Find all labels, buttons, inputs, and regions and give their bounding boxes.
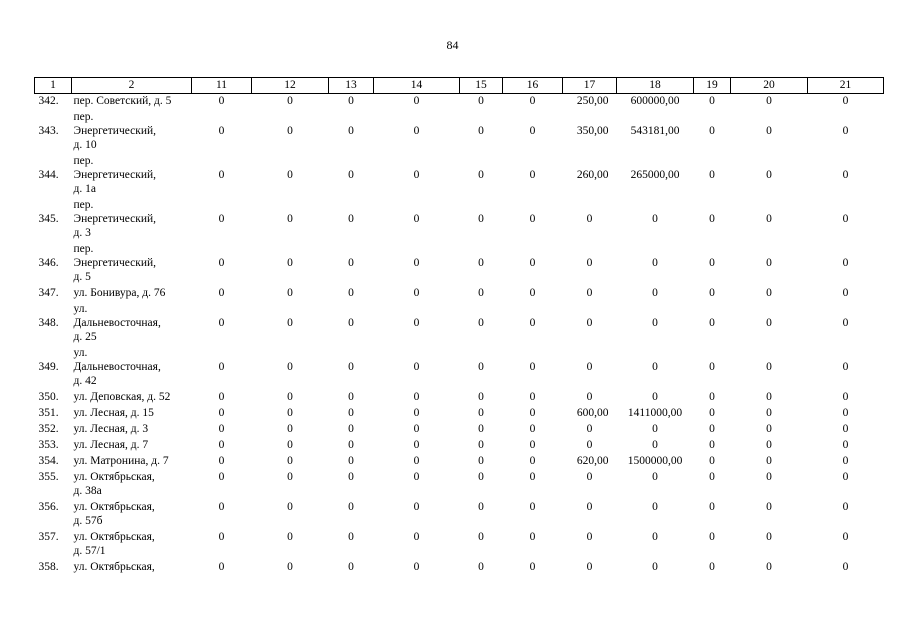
column-header: 2 bbox=[72, 78, 192, 94]
address-cell: ул. Деповская, д. 52 bbox=[73, 390, 171, 403]
value-cell: 0 bbox=[766, 256, 772, 269]
value-cell: 0 bbox=[652, 470, 658, 483]
value-cell: 0 bbox=[766, 454, 772, 467]
value-cell: 0 bbox=[413, 422, 420, 435]
value-cell: 0 bbox=[529, 454, 536, 467]
value-cell: 0 bbox=[287, 454, 293, 467]
value-cell: 0 bbox=[842, 500, 849, 513]
value-cell: 0 bbox=[709, 124, 715, 137]
value-cell: 0 bbox=[529, 438, 536, 451]
value-cell: 0 bbox=[766, 470, 772, 483]
value-cell: 0 bbox=[413, 256, 420, 269]
value-cell: 0 bbox=[586, 256, 593, 269]
value-cell: 0 bbox=[529, 530, 536, 543]
value-cell: 0 bbox=[348, 256, 354, 269]
value-cell: 0 bbox=[478, 530, 484, 543]
value-cell: 0 bbox=[478, 360, 484, 373]
value-cell: 0 bbox=[652, 360, 658, 373]
row-number: 345. bbox=[38, 212, 59, 225]
row-number: 352. bbox=[38, 422, 59, 435]
table-row-prefix bbox=[35, 110, 884, 124]
address-cell: ул. Октябрьская, д. 38а bbox=[73, 470, 155, 497]
value-cell: 0 bbox=[478, 438, 484, 451]
value-cell: 0 bbox=[652, 500, 658, 513]
value-cell: 0 bbox=[709, 470, 715, 483]
value-cell: 0 bbox=[287, 438, 293, 451]
value-cell: 1411000,00 bbox=[627, 406, 683, 419]
value-cell: 0 bbox=[529, 256, 536, 269]
value-cell: 0 bbox=[529, 168, 536, 181]
value-cell: 0 bbox=[529, 212, 536, 225]
address-cell: Дальневосточная, д. 42 bbox=[73, 360, 161, 387]
value-cell: 0 bbox=[766, 438, 772, 451]
value-cell: 0 bbox=[586, 360, 593, 373]
address-prefix: пер. bbox=[73, 198, 94, 211]
value-cell: 0 bbox=[652, 286, 658, 299]
value-cell: 0 bbox=[478, 256, 484, 269]
value-cell: 0 bbox=[218, 256, 225, 269]
value-cell: 0 bbox=[478, 470, 484, 483]
value-cell: 0 bbox=[348, 422, 354, 435]
column-header: 14 bbox=[374, 78, 460, 94]
value-cell: 0 bbox=[413, 560, 420, 573]
value-cell: 0 bbox=[766, 168, 772, 181]
value-cell: 0 bbox=[478, 286, 484, 299]
table-row bbox=[35, 286, 884, 302]
header-row bbox=[35, 78, 884, 94]
table-row bbox=[35, 560, 884, 576]
value-cell: 0 bbox=[842, 168, 849, 181]
row-number: 353. bbox=[38, 438, 59, 451]
column-header: 13 bbox=[329, 78, 374, 94]
value-cell: 0 bbox=[709, 360, 715, 373]
value-cell: 0 bbox=[287, 256, 293, 269]
value-cell: 0 bbox=[709, 422, 715, 435]
value-cell: 0 bbox=[218, 470, 225, 483]
page-number: 84 bbox=[446, 38, 459, 52]
address-cell: ул. Лесная, д. 15 bbox=[73, 406, 154, 419]
value-cell: 0 bbox=[287, 390, 293, 403]
address-cell: пер. Советский, д. 5 bbox=[73, 95, 172, 107]
value-cell: 1500000,00 bbox=[627, 454, 683, 467]
value-cell: 0 bbox=[586, 560, 593, 573]
row-number: 348. bbox=[38, 316, 59, 329]
value-cell: 0 bbox=[709, 560, 715, 573]
value-cell: 0 bbox=[652, 530, 658, 543]
value-cell: 0 bbox=[218, 500, 225, 513]
column-header: 17 bbox=[563, 78, 617, 94]
value-cell: 0 bbox=[709, 500, 715, 513]
column-header: 18 bbox=[617, 78, 694, 94]
value-cell: 0 bbox=[766, 560, 772, 573]
value-cell: 0 bbox=[586, 316, 593, 329]
value-cell: 0 bbox=[529, 470, 536, 483]
value-cell: 0 bbox=[348, 124, 354, 137]
value-cell: 0 bbox=[478, 390, 484, 403]
value-cell: 0 bbox=[766, 124, 772, 137]
row-number: 356. bbox=[38, 500, 59, 513]
value-cell: 0 bbox=[348, 438, 354, 451]
value-cell: 0 bbox=[652, 438, 658, 451]
value-cell: 0 bbox=[529, 360, 536, 373]
value-cell: 0 bbox=[842, 124, 849, 137]
row-number: 357. bbox=[38, 530, 59, 543]
value-cell: 0 bbox=[413, 168, 420, 181]
value-cell: 0 bbox=[218, 286, 225, 299]
value-cell: 0 bbox=[413, 316, 420, 329]
value-cell: 0 bbox=[287, 212, 293, 225]
value-cell: 0 bbox=[709, 212, 715, 225]
row-number: 350. bbox=[38, 390, 59, 403]
row-number: 358. bbox=[38, 560, 59, 573]
value-cell: 0 bbox=[218, 560, 225, 573]
value-cell: 0 bbox=[842, 406, 849, 419]
value-cell: 0 bbox=[348, 406, 354, 419]
address-cell: ул. Бонивура, д. 76 bbox=[73, 286, 166, 299]
value-cell: 0 bbox=[218, 95, 225, 107]
value-cell: 0 bbox=[287, 168, 293, 181]
column-header: 19 bbox=[694, 78, 731, 94]
value-cell: 0 bbox=[413, 286, 420, 299]
value-cell: 0 bbox=[478, 95, 484, 107]
value-cell: 0 bbox=[348, 454, 354, 467]
row-number: 351. bbox=[38, 406, 59, 419]
value-cell: 0 bbox=[218, 454, 225, 467]
value-cell: 0 bbox=[842, 560, 849, 573]
value-cell: 0 bbox=[529, 500, 536, 513]
value-cell: 0 bbox=[709, 438, 715, 451]
value-cell: 0 bbox=[842, 360, 849, 373]
row-number: 342. bbox=[38, 95, 59, 107]
value-cell: 0 bbox=[842, 212, 849, 225]
value-cell: 543181,00 bbox=[630, 124, 680, 137]
value-cell: 0 bbox=[586, 470, 593, 483]
value-cell: 0 bbox=[478, 422, 484, 435]
value-cell: 0 bbox=[218, 390, 225, 403]
value-cell: 0 bbox=[218, 438, 225, 451]
value-cell: 0 bbox=[218, 316, 225, 329]
address-prefix: ул. bbox=[73, 302, 88, 315]
value-cell: 0 bbox=[842, 438, 849, 451]
table-row bbox=[35, 454, 884, 470]
value-cell: 0 bbox=[348, 530, 354, 543]
value-cell: 0 bbox=[529, 124, 536, 137]
value-cell: 0 bbox=[586, 438, 593, 451]
data-table bbox=[34, 77, 884, 576]
value-cell: 0 bbox=[586, 286, 593, 299]
value-cell: 0 bbox=[348, 316, 354, 329]
table-row bbox=[35, 124, 884, 154]
value-cell: 0 bbox=[709, 454, 715, 467]
table-row-prefix bbox=[35, 302, 884, 316]
address-cell: ул. Лесная, д. 7 bbox=[73, 438, 149, 451]
address-cell: Дальневосточная, д. 25 bbox=[73, 316, 161, 343]
table-row bbox=[35, 212, 884, 242]
value-cell: 0 bbox=[842, 470, 849, 483]
value-cell: 0 bbox=[287, 422, 293, 435]
value-cell: 0 bbox=[652, 256, 658, 269]
value-cell: 0 bbox=[766, 406, 772, 419]
value-cell: 0 bbox=[218, 212, 225, 225]
value-cell: 0 bbox=[287, 406, 293, 419]
value-cell: 0 bbox=[586, 530, 593, 543]
value-cell: 0 bbox=[709, 530, 715, 543]
value-cell: 620,00 bbox=[576, 454, 609, 467]
value-cell: 0 bbox=[413, 360, 420, 373]
row-number: 347. bbox=[38, 286, 59, 299]
value-cell: 0 bbox=[413, 470, 420, 483]
value-cell: 0 bbox=[766, 316, 772, 329]
table-row-prefix bbox=[35, 198, 884, 212]
table-row bbox=[35, 360, 884, 390]
value-cell: 0 bbox=[529, 406, 536, 419]
address-cell: ул. Октябрьская, д. 57б bbox=[73, 500, 155, 527]
row-number: 349. bbox=[38, 360, 59, 373]
value-cell: 0 bbox=[529, 390, 536, 403]
value-cell: 0 bbox=[652, 422, 658, 435]
table-row bbox=[35, 94, 884, 110]
value-cell: 0 bbox=[478, 124, 484, 137]
value-cell: 0 bbox=[842, 286, 849, 299]
table-row bbox=[35, 422, 884, 438]
value-cell: 0 bbox=[586, 500, 593, 513]
value-cell: 0 bbox=[287, 360, 293, 373]
value-cell: 350,00 bbox=[576, 124, 609, 137]
value-cell: 0 bbox=[709, 256, 715, 269]
value-cell: 0 bbox=[652, 390, 658, 403]
value-cell: 0 bbox=[652, 316, 658, 329]
value-cell: 265000,00 bbox=[630, 168, 680, 181]
value-cell: 0 bbox=[529, 95, 536, 107]
value-cell: 0 bbox=[287, 500, 293, 513]
value-cell: 0 bbox=[348, 560, 354, 573]
value-cell: 0 bbox=[478, 500, 484, 513]
value-cell: 0 bbox=[287, 286, 293, 299]
value-cell: 250,00 bbox=[576, 95, 609, 107]
value-cell: 0 bbox=[586, 390, 593, 403]
value-cell: 260,00 bbox=[576, 168, 609, 181]
value-cell: 0 bbox=[586, 212, 593, 225]
value-cell: 0 bbox=[766, 212, 772, 225]
value-cell: 0 bbox=[586, 422, 593, 435]
value-cell: 0 bbox=[766, 286, 772, 299]
row-number: 343. bbox=[38, 124, 59, 137]
table-row bbox=[35, 500, 884, 530]
value-cell: 0 bbox=[529, 316, 536, 329]
value-cell: 0 bbox=[218, 422, 225, 435]
value-cell: 0 bbox=[348, 470, 354, 483]
value-cell: 0 bbox=[348, 390, 354, 403]
column-header: 11 bbox=[192, 78, 252, 94]
value-cell: 0 bbox=[348, 95, 354, 107]
value-cell: 0 bbox=[348, 286, 354, 299]
value-cell: 0 bbox=[218, 168, 225, 181]
column-header: 12 bbox=[252, 78, 329, 94]
address-cell: ул. Матронина, д. 7 bbox=[73, 454, 169, 467]
value-cell: 600,00 bbox=[576, 406, 609, 419]
value-cell: 0 bbox=[709, 406, 715, 419]
value-cell: 0 bbox=[529, 286, 536, 299]
value-cell: 0 bbox=[413, 454, 420, 467]
table-row bbox=[35, 316, 884, 346]
table-row bbox=[35, 256, 884, 286]
value-cell: 0 bbox=[478, 168, 484, 181]
column-header: 16 bbox=[503, 78, 563, 94]
value-cell: 0 bbox=[529, 560, 536, 573]
value-cell: 0 bbox=[842, 454, 849, 467]
value-cell: 0 bbox=[348, 212, 354, 225]
value-cell: 0 bbox=[348, 500, 354, 513]
value-cell: 0 bbox=[413, 530, 420, 543]
address-prefix: ул. bbox=[73, 346, 88, 359]
value-cell: 0 bbox=[348, 168, 354, 181]
column-header: 21 bbox=[808, 78, 884, 94]
value-cell: 0 bbox=[413, 95, 420, 107]
address-cell: ул. Октябрьская, д. 57/1 bbox=[73, 530, 155, 557]
value-cell: 0 bbox=[842, 95, 849, 107]
value-cell: 0 bbox=[766, 500, 772, 513]
value-cell: 0 bbox=[709, 390, 715, 403]
value-cell: 0 bbox=[413, 212, 420, 225]
value-cell: 0 bbox=[478, 454, 484, 467]
value-cell: 0 bbox=[287, 560, 293, 573]
address-cell: Энергетический, д. 5 bbox=[73, 256, 156, 283]
value-cell: 0 bbox=[218, 360, 225, 373]
address-prefix: пер. bbox=[73, 110, 94, 123]
value-cell: 0 bbox=[766, 390, 772, 403]
value-cell: 0 bbox=[413, 406, 420, 419]
value-cell: 0 bbox=[766, 422, 772, 435]
value-cell: 0 bbox=[709, 286, 715, 299]
table-row bbox=[35, 168, 884, 198]
address-prefix: пер. bbox=[73, 242, 94, 255]
address-cell: ул. Лесная, д. 3 bbox=[73, 422, 149, 435]
table-row bbox=[35, 530, 884, 560]
row-number: 346. bbox=[38, 256, 59, 269]
value-cell: 0 bbox=[766, 95, 772, 107]
value-cell: 0 bbox=[478, 406, 484, 419]
row-number: 355. bbox=[38, 470, 59, 483]
value-cell: 0 bbox=[709, 316, 715, 329]
table-row bbox=[35, 390, 884, 406]
value-cell: 0 bbox=[287, 124, 293, 137]
value-cell: 0 bbox=[478, 316, 484, 329]
value-cell: 0 bbox=[218, 124, 225, 137]
table-row-prefix bbox=[35, 154, 884, 168]
value-cell: 0 bbox=[842, 316, 849, 329]
row-number: 354. bbox=[38, 454, 59, 467]
value-cell: 0 bbox=[766, 360, 772, 373]
value-cell: 0 bbox=[218, 530, 225, 543]
value-cell: 0 bbox=[478, 212, 484, 225]
value-cell: 0 bbox=[413, 390, 420, 403]
value-cell: 0 bbox=[413, 438, 420, 451]
value-cell: 0 bbox=[842, 390, 849, 403]
column-header: 1 bbox=[35, 78, 72, 94]
value-cell: 0 bbox=[287, 530, 293, 543]
value-cell: 0 bbox=[478, 560, 484, 573]
value-cell: 0 bbox=[287, 470, 293, 483]
value-cell: 0 bbox=[287, 95, 293, 107]
address-cell: Энергетический, д. 3 bbox=[73, 212, 156, 239]
value-cell: 0 bbox=[529, 422, 536, 435]
value-cell: 0 bbox=[413, 124, 420, 137]
value-cell: 0 bbox=[842, 256, 849, 269]
table-row-prefix bbox=[35, 242, 884, 256]
value-cell: 0 bbox=[652, 560, 658, 573]
address-prefix: пер. bbox=[73, 154, 94, 167]
value-cell: 0 bbox=[287, 316, 293, 329]
value-cell: 0 bbox=[348, 360, 354, 373]
row-number: 344. bbox=[38, 168, 59, 181]
value-cell: 0 bbox=[842, 422, 849, 435]
table-row-prefix bbox=[35, 346, 884, 360]
column-header: 15 bbox=[460, 78, 503, 94]
address-cell: Энергетический, д. 1а bbox=[73, 168, 156, 195]
address-cell: Энергетический, д. 10 bbox=[73, 124, 156, 151]
value-cell: 600000,00 bbox=[630, 95, 680, 107]
table-row bbox=[35, 406, 884, 422]
table-row bbox=[35, 470, 884, 500]
value-cell: 0 bbox=[413, 500, 420, 513]
value-cell: 0 bbox=[842, 530, 849, 543]
column-header: 20 bbox=[731, 78, 808, 94]
value-cell: 0 bbox=[709, 95, 715, 107]
value-cell: 0 bbox=[766, 530, 772, 543]
value-cell: 0 bbox=[709, 168, 715, 181]
address-cell: ул. Октябрьская, bbox=[73, 560, 155, 573]
value-cell: 0 bbox=[218, 406, 225, 419]
value-cell: 0 bbox=[652, 212, 658, 225]
table-row bbox=[35, 438, 884, 454]
